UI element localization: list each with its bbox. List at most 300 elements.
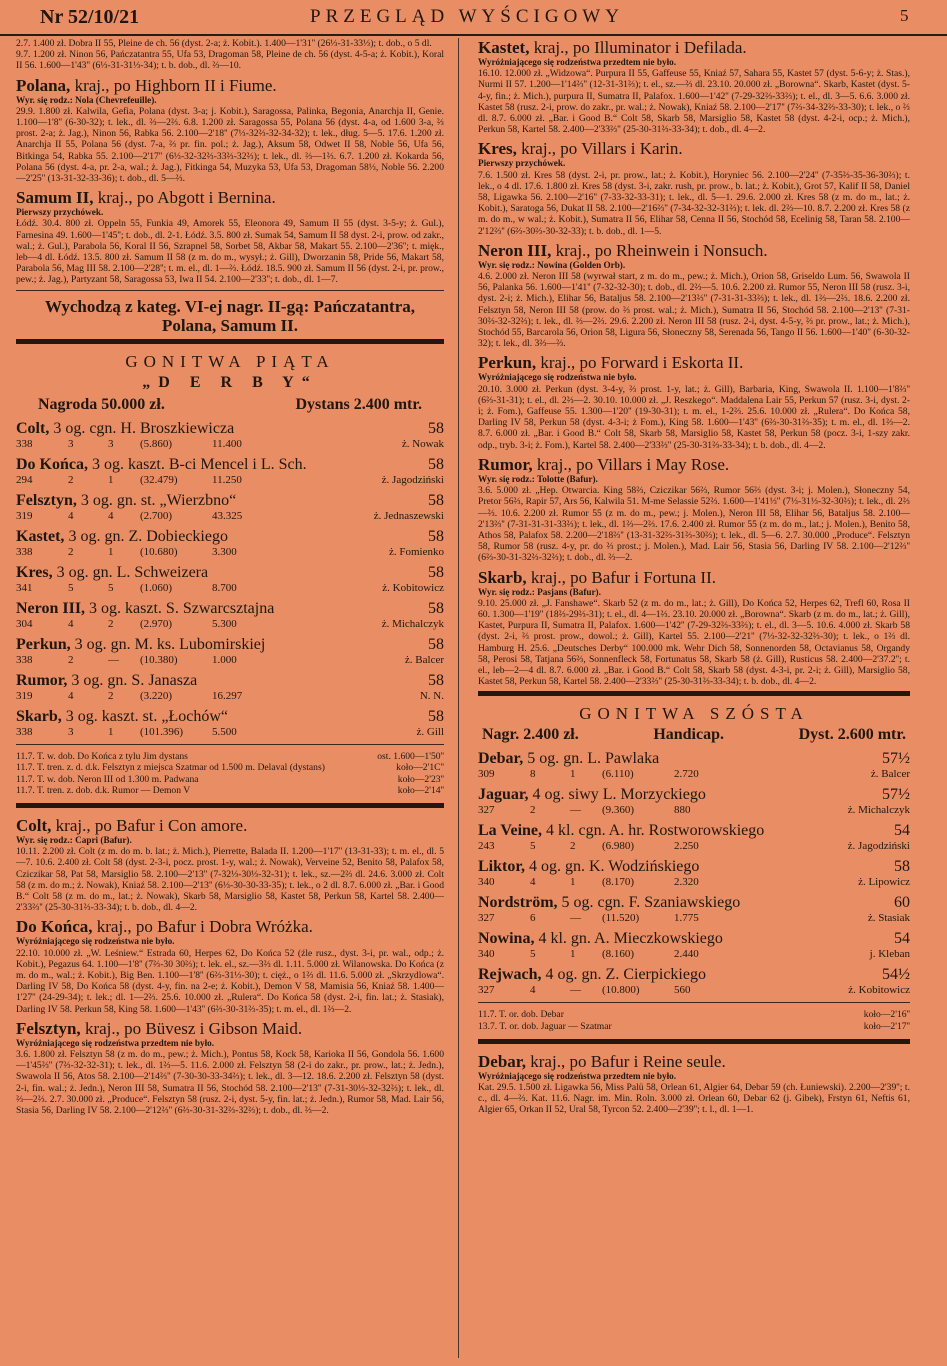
horse-title [478,455,910,474]
entry-owner: 3 og. kaszt. S. Szwarcsztajna [85,599,275,617]
horse-title [478,38,910,57]
horse-record-neron [478,241,910,350]
note-time: koło—2'23'' [397,773,444,785]
entry-prize: 2.250 [674,840,699,853]
entry-rating: 243 [478,840,495,853]
page-number: 5 [900,6,909,25]
horse-pedigree: kraj., po Villars i May Rose. [532,454,730,474]
training-note [16,785,444,797]
entry-name: Debar, [478,750,524,768]
entry-name: Rumor, [16,671,68,689]
horse-name: Polana, [16,75,71,95]
entry-stats [16,726,444,740]
training-note [478,1009,910,1021]
entry-horse [478,966,706,984]
entry-odds: (2.970) [140,617,173,630]
race-history: 3.6. 5.000 zł. „Hep. Otwarcia. King 58⅔, Cziczikar 56⅔, Rumor 56⅔ (dyst. 3-i; j. Molen.), Słoneczny 54, Pretor 56⅔, Rapir 57, Ars 56, Kalwila 51. M-me Selassie 52⅔. 1.600—1'41⅓'' (7⅓-31⅓-32-30⅔); t. lek., dl. 2⅔—⅔. 10.6. 2.200 zł. Rumor 55 (z m. do m., pew.; j. Molen.), Neron III 58, Elihar 56, Bataljus 58. 2.100—2'13⅔'' (7-31-31-31-33⅔); t. lek., dl. 1⅔—2⅔. 17.6. 2.400 zł. Rumor 55 (z m. do m., lat.; j. Molen.), Benito 58, Athos 58, Palafox 58. 2.200—2'18⅔'' (13-31-32⅔-31⅔-30⅔); t. lek., dl. 5—6. 2.7. 30.000 „Produce“. Felsztyn 58, Rumor 58 (rusz. 4-y, pr. do ⅔ prost.; j. Molen.), Mad. Lair 56, Stasia 56, Darling IV 58. 2.100—2'12⅔'' (6⅔-30-31-32⅔-32⅔); t. dob., dl. ⅔—2. [478,485,910,564]
entry-jockey: ż. Nowak [401,437,444,450]
entry-rating: 338 [16,437,33,450]
thick-divider [478,691,910,696]
entry-name: Kastet, [16,527,65,545]
entry-wins: — [570,804,581,817]
entry-name: Colt, [16,419,50,437]
entry-prize: 1.000 [212,653,237,666]
entry-rating: 341 [16,581,33,594]
entry-stats [16,546,444,560]
entry-header [478,786,910,804]
entry-odds: (3.220) [140,689,173,702]
entry-jockey: ż. Michalczyk [847,804,910,817]
entry-name: Do Końca, [16,455,88,473]
horse-title [16,1019,444,1038]
entry-wins: 2 [108,617,114,630]
entry-horse [16,492,236,510]
entry-jockey: j. Kleban [869,948,910,961]
note-text: 11.7. T. tren. z. dob. d.k. Rumor — Demon V [16,785,191,797]
race-distance: Dystans 2.400 mtr. [295,395,422,413]
entry-horse [478,858,699,876]
race-history: 20.10. 3.000 zł. Perkun (dyst. 3-4-y, ⅔ prost. 1-y, lat.; ż. Gill), Barbaria, King, Swawola II. 1.100—1'8⅔'' (6⅔-31-31); t. el., dl. 2⅔—2. 30.10. 10.000 zł. „J. Reszkego“. Maddalena Lair 55, Perkun 57 (rusz. 3-i, dyst. 2-i; ż. Fom.), Gaffeuse 55. 1.300—1'20'' (19-30-31); t. m. el., 1-2⅔. 25.6. 10.000 zł. „Rulera“. Do Końca 58, Darling IV 58, Perkun 58 (dyst. 4-3-i; ż Fom.), King 58. 1.600—1'43'' (6⅔-30-31⅔-35); t. m. el., dl. 1⅔—2. 8.7. 6.000 zł. „Bar. i Good B.“ Colt 58, Skarb 58, Marsiglio 58, Kastet 58, Perkun 58 (pocz. 3-i, 1-szy zakr. odp., tryb. 3-i; ż. Fom.), Kartel 58. 2.400—2'33⅔'' (25-30-31⅔-33-34); t. b. dob., dl. 4—2. [478,383,910,451]
horse-record-kastet [478,38,910,135]
horse-name: Skarb, [478,567,527,587]
entry-wins: 2 [570,840,576,853]
training-note [16,751,444,763]
entry-weight: 58 [428,491,444,509]
race-entry [478,750,910,782]
entry-jockey: ż. Gill [416,725,444,738]
race-entry [16,636,444,668]
entry-odds: (10.380) [140,653,178,666]
entry-jockey: N. N. [419,689,444,702]
horse-title [16,188,444,207]
entry-header [16,636,444,654]
entry-jockey: ż. Fomienko [389,545,444,558]
training-note [16,774,444,786]
sibling-note: Wyr. się rodz.: Pasjans (Bafur). [478,586,601,597]
entry-horse [16,420,234,438]
entry-wins: 4 [108,509,114,522]
entry-odds: (2.700) [140,509,173,522]
entry-header [478,822,910,840]
thick-divider [16,339,444,344]
entry-prize: 1.775 [674,912,699,925]
entry-starts: 2 [68,545,74,558]
entry-owner: 4 kl. gn. A. Mieczkowskiego [534,930,723,948]
entry-rating: 338 [16,653,33,666]
race-history: 3.6. 1.800 zł. Felsztyn 58 (z m. do m., pew.; ż. Mich.), Pontus 58, Kock 58, Karioka II 56, Gondola 56. 1.600—1'45⅔'' (7⅔-32-32-31); t. lek., dl. 1⅔—5. 11.6. 2.000 zł. Felsztyn 58 (2-i do zakr., pr. prow., lat.; ż. Jedn.), Swawola II 56, Atos 58. 2.100—2'14⅔'' (7-30-30-33-34⅔); t. lek., dl. 3—12. 18.6. 2.200 zł. Felsztyn 58 (dyst. 2-i, fin. wal.; ż. Jedn.), Neron III 58, Sumatra II 56, Stochód 58. 2.100—2'13'' (7-31-30⅓-32-32⅔); t. lek., dl. ⅔—2⅔. 2.7. 30.000 zł. „Produce“. Felsztyn 58 (rusz. 2-i, dyst. 5-y, fin. lat.; ż. Jedn.), Rumor 58, Mad. Lair 56, Stasia 56, Darling IV 58. 2.100—2'12⅔'' (6⅔-30-31-32⅔-32⅔); t. dob., dl. ⅔—2. [16,1049,444,1117]
entry-rating: 319 [16,689,33,702]
entry-prize: 880 [674,804,691,817]
divider [16,290,444,291]
entry-starts: 2 [530,804,536,817]
entry-horse [478,894,740,912]
sibling-note: Wyróżniającego się rodzeństwa przedtem nie było. [478,57,677,67]
entry-stats [16,618,444,632]
entry-owner: 3 og. gn. L. Schweizera [52,563,209,581]
note-time: koło—2'1C'' [396,762,444,774]
entry-wins: — [570,912,581,925]
entry-stats [478,876,910,890]
sibling-note: Wyróżniającego się rodzeństwa przedtem nie było. [16,1037,215,1048]
note-text: 13.7. T. or. dob. Jaguar — Szatmar [478,1020,612,1032]
race-history: 4.6. 2.000 zł. Neron III 58 (wyrwał start, z m. do m., pew.; ż. Mich.), Orion 58, Griseldo Lum. 56, Swawola II 56, Palanka 56. 1.600—1'41'' (7-32-32-30); t. dob., dl. 2⅔—5. 10.6. 2.200 zł. Rumor 55, Neron III 58 (rusz. 3-i, dyst. 2-i; ż. Mich.), Elihar 56, Bataljus 58. 2.100—2'13⅔'' (7-31-31-33⅔); t. lek., dl. 1⅔—2⅔. 18.6. 2.200 zł. Felsztyn 58, Neron III 58 (prow. do ⅔ prost. wal.; ż. Mich.), Sumatra II 56, Stochód 58. 2.100—2'13'' (7-31-30⅔-32-32⅔); t. lek., dl. ⅔—2⅔. 29.6. 2.200 zł. Neron III 58 (rusz. 2-i, dyst. 4-5-y, ⅔ pr. prow., lat.; ż. Mich.), Stochód 55, Barcarola 56, Orion 58, Ligura 56, Słoneczny 58, Serenada 56, Tango II 56. 1.600—1'40'' (6-30-32-32); t. lek., dl. 3⅔—⅔. [478,271,910,350]
sibling-note: Pierwszy przychówek. [16,207,104,218]
entry-odds: (9.360) [602,804,635,817]
entry-prize: 560 [674,984,691,997]
entry-weight: 58 [428,419,444,437]
horse-pedigree: kraj., po Illuminator i Defilada. [529,38,747,57]
entry-stats [478,804,910,818]
previous-record-snippet [16,38,444,72]
entry-jockey: ż. Michalczyk [381,617,444,630]
race-entries-list [478,750,910,998]
entry-weight: 58 [428,671,444,689]
entry-owner: 4 kl. cgn. A. hr. Rostworowskiego [542,822,765,840]
race-prize: Nagroda 50.000 zł. [38,395,165,413]
race-subtitle: „D E R B Y“ [142,373,318,391]
entry-horse [16,600,274,618]
note-text: 11.7. T. or. dob. Debar [478,1009,564,1021]
entry-horse [16,456,307,474]
entry-starts: 4 [530,876,536,889]
horse-record-polana [16,76,444,185]
entry-weight: 54 [894,822,910,840]
horse-name: Neron III, [478,240,552,260]
entry-header [16,600,444,618]
horse-pedigree: kraj., po Bafur i Dobra Wróżka. [92,917,313,937]
sibling-note: Wyr. się rodz.: Nowina (Golden Orb). [478,259,626,270]
sibling-note: Wyróżniającego się rodzeństwa przedtem nie było. [478,1070,677,1081]
race-history: Łódź. 30.4. 800 zł. Oppeln 55, Funkia 49, Amorek 55, Eleonora 49, Samum II 55 (dyst. 3-5-y; ż. Gul.), Farnesina 49. 1.600—1'45''; t. dob., dl. 2-1. Łódź. 3.5. 800 zł. Sumak 54, Samum II 58 dyst. 2-i, prow. od zakr., wal.; ż. Gul.), Parabola 56, Koral II 56, Szrapnel 58, Sorbet 58, Akbar 58, Makart 55. 2.100—2'36''; t. mięk., leb—4 dl. Łódź. 13.5. 800 zł. Samum II 58 (z m. do m., wysył.; ż. Gill), Dworzanin 58, Pride 56, Makart 58, Parabola 56, Mag III 58. 2.100—2'28''; t. m. el., dl. 1—⅔. Łódź. 18.5. 900 zł. Samum II 56 (dyst. 2-i, pr. prow., pew.; ż. Jag.), Partyzant 58, Saragossa 53, Iwa II 54. 2.100—2'33''; t. dob., dl. 1—7. [16,218,444,286]
entry-wins: — [108,653,119,666]
horse-pedigree: kraj., po Bafur i Fortuna II. [526,567,716,587]
entry-stats [478,984,910,998]
entry-name: Skarb, [16,707,62,725]
entry-name: Nordström, [478,894,558,912]
entry-odds: (32.479) [140,473,178,486]
entry-jockey: ż. Lipowicz [858,876,910,889]
entry-prize: 11.400 [212,437,242,450]
thick-divider [16,803,444,808]
entry-wins: 1 [108,545,114,558]
race-history: 22.10. 10.000 zł. „W. Leśniew.“ Estrada 60, Herpes 62, Do Końca 52 (źle rusz., dyst. 3-i, pr. wal., odp.; ż. Kobit.), Pegazus 64. 1.100—1'8'' (7⅔-30 30⅔); t. lek. el., sz.—3⅔ dl. 1.11. 5.000 zł. Wilanowska. Do Końca (z m. do m., wal.; ż. Kobit.), Big Ben. 1.100—1'8'' (6⅔-31⅓-30); t. cięż., o 1⅔ dl. 11.6. 5.000 zł. „Skrzydlowa“. Darling IV 58, Do Końca 58 (dyst. 4-y, fin. na 2-e; ż. Kobit.), Demon V 58, Mamisia 56, Kniaź 58. 1.400—1'27'' (24-29-34); t. lek.; dl. 1—2⅔. 25.6. 10.000 zł. „Rulera“. Do Końca 58 (dyst. 2-i, fin. lat.; ż. Stasiak), Darling IV 58. Perkun 58, King 58. 1.600—1'43'' (6⅔-30-31⅔-35); t. m. el., dl. 1⅔—2. [16,947,444,1015]
entry-weight: 58 [428,635,444,653]
category-notice: Wychodzą z kateg. VI-ej nagr. II-gą: Pańczatantra, Polana, Samum II. [44,296,416,335]
entry-wins: 1 [570,768,576,781]
horse-record-rumor [478,455,910,564]
entry-odds: (101.396) [140,725,184,738]
race-history: Kat. 29.5. 1.500 zł. Ligawka 56, Miss Palü 58, Orlean 61, Algier 64, Debar 59 (ch. Łuniewski). 2.200—2'39''; t. c., dl. 4—⅔. Kat. 11.6. Nagr. im. Min. Roln. 3.000 zł. Orlean 60, Debar 62 (j. Gibek), Frstyn 61, Neftis 61, Algier 65, Orkan II 52, Ural 58, Tyrcon 52. 2.400—2'39''; t. l., dl. 1—1. [478,1081,910,1116]
race-history: 9.10. 25.000 zł. „J. Fanshawe“. Skarb 52 (z m. do m., lat.; ż. Gill), Do Końca 52, Herpes 62, Trefl 60, Rosa II 60. 1.300—1'19'' (18⅔-29⅔-31); t. el., dl. 4—1⅔. 23.10. 20.000 zł. „Borowna“. Skarb (z m. do m., lat.; ż. Gill), Kastet, Purpura II, Sumatra II, Palafox. 1.600—1'42'' (7-29-32⅔-33⅔); t. el., dl. 3—5. 10.6. 4.000 zł. Skarb 58 (dyst. 2-i, ⅔ prost. prow., dowol.; ż. Gill), Kartel 55. 2.100—2'21'' (7⅓-32-32-32⅔-30); t. lek., o 1⅔ dl. Hamburg H. 25.6. „Deutsches Derby“ 100.000 mk. Wehr Dich 58, Sonnenorden 58, Octavianus 58, Organdy 58, Perosi 58, Tatjana 56⅔, Sonnenfleck 58, Fortunatus 58, Skarb 58 (ż. Gill), Rusticus 58. 2.400—2'37.2''; t. el., leb—2—4 dl. 8.7. 6.000 zł. „Bar. i Good B.“ Colt 58, Skarb 58 (dyst. 4-3-i, pr. 2-i; ż. Gill), Marsiglio 58, Kastet 58, Perkun 58, Kartel 58. 2.400—2'33⅔'' (25-30-31⅔-33-34); t. b. dob., dl. 4—2. [478,597,910,688]
entry-stats [16,690,444,704]
race-entries-list [16,420,444,740]
entry-odds: (1.060) [140,581,173,594]
horse-name: Do Końca, [16,917,93,937]
entry-starts: 5 [530,948,536,961]
race-history: 16.10. 12.000 zł. „Widzowa“. Purpura II 55, Gaffeuse 55, Kniaź 57, Sahara 55, Kastet 57 (dyst. 5-6-y; ż. Stas.), Nurmi II 57. 1.200—1'14⅔'' (12-31-31⅔); t. el., sz.—⅔ dl. 23.10. 20.000 zł. „Borowna“. Skarb, Kastet (dyst. 5-4-y, fin.; ż. Mich.), purpura II, Sumatra II, Palafox. 1.600—1'42'' (7-29-32⅔-33⅔); t. el., dl. 3—5. 6.6. 3.000 zł. Kastet 58 (rusz. 2-i, prow. do zakr., pr. wal.; ż. Nowak), Kniaź 58. 2.100—2'17'' (7⅔-34-32⅔-33-30); t. lek., o ⅔ dl. 8.7. 6.000 zł. „Bar. i Good B.“ Colt 58, Skarb 58, Marsiglio 58, Kastet 58 (dyst. 4-2-i, ocp.; ż. Mich.), Perkun 58, Kartel 58. 2.400—2'33⅔'' (25-30-31⅔-33-34); t. dob., dl. 4—2. [478,68,910,136]
entry-name: Kres, [16,563,53,581]
horse-pedigree: kraj., po Bafur i Reine seule. [526,1051,726,1071]
entry-prize: 8.700 [212,581,237,594]
entry-owner: 3 og. gn. Z. Dobieckiego [64,527,228,545]
horse-title [478,241,910,260]
entry-name: Neron III, [16,599,86,617]
entry-starts: 8 [530,768,536,781]
entry-starts: 3 [68,725,74,738]
race-conditions [16,396,444,414]
entry-owner: 3 og. cgn. H. Broszkiewicza [49,419,235,437]
entry-jockey: ż. Balcer [870,768,910,781]
entry-weight: 58 [428,599,444,617]
entry-name: Liktor, [478,858,525,876]
entry-stats [16,654,444,668]
race-entry [16,456,444,488]
entry-stats [16,474,444,488]
horse-pedigree: kraj., po Abgott i Bernina. [93,188,276,208]
entry-stats [478,768,910,782]
entry-horse [478,786,706,804]
entry-odds: (8.170) [602,876,635,889]
training-note [16,762,444,774]
entry-owner: 5 og. cgn. F. Szaniawskiego [557,894,741,912]
divider [16,744,444,745]
race-entry [478,786,910,818]
horse-title [16,816,444,835]
horse-name: Rumor, [478,454,533,474]
race-entry [478,966,910,998]
entry-header [478,930,910,948]
entry-jockey: ż. Kobitowicz [382,581,444,594]
entry-stats [16,438,444,452]
race-entry [478,858,910,890]
entry-starts: 4 [68,617,74,630]
race-kind: Handicap. [653,726,724,744]
entry-wins: 1 [108,473,114,486]
horse-record-debar [478,1052,910,1116]
race-entry [16,528,444,560]
entry-jockey: ż. Jagodziński [381,473,444,486]
note-time: ost. 1.600—1'50'' [377,750,444,762]
entry-header [16,456,444,474]
race-entry [478,930,910,962]
entry-horse [16,708,228,726]
entry-weight: 58 [428,527,444,545]
entry-name: Felsztyn, [16,491,77,509]
entry-horse [16,672,197,690]
entry-odds: (11.520) [602,912,640,925]
entry-owner: 4 og. gn. K. Wodzińskiego [524,858,700,876]
entry-weight: 57½ [882,786,910,804]
entry-starts: 5 [530,840,536,853]
race-entry [478,894,910,926]
entry-odds: (5.860) [140,437,173,450]
note-time: koło—2'17'' [863,1020,910,1032]
entry-prize: 2.720 [674,768,699,781]
entry-rating: 304 [16,617,33,630]
sibling-note: Wyróżniającego się rodzeństwa nie było. [478,372,637,383]
issue-number: Nr 52/10/21 [40,6,140,28]
entry-wins: 1 [108,725,114,738]
entry-starts: 4 [530,984,536,997]
horse-record-skarb [478,568,910,688]
training-notes [16,751,444,797]
horse-name: Perkun, [478,353,537,373]
training-notes [478,1009,910,1032]
race-entry [16,708,444,740]
entry-owner: 4 og. siwy L. Morzyckiego [528,786,706,804]
entry-weight: 58 [428,707,444,725]
entry-prize: 5.500 [212,725,237,738]
horse-name: Kastet, [478,38,530,57]
race-entry [16,564,444,596]
divider [478,1002,910,1003]
magazine-title: PRZEGLĄD WYŚCIGOWY [310,6,624,27]
entry-prize: 2.320 [674,876,699,889]
sibling-note: Wyr. się rodz.: Tolotte (Bafur). [478,473,598,484]
sibling-note: Wyr. się rodz.: Capri (Bafur). [16,835,132,846]
horse-pedigree: kraj., po Büvesz i Gibson Maid. [80,1018,303,1038]
horse-name: Felsztyn, [16,1018,81,1038]
entry-jockey: ż. Stasiak [867,912,910,925]
entry-odds: (10.800) [602,984,640,997]
entry-stats [478,948,910,962]
entry-wins: 3 [108,437,114,450]
race-entry [16,600,444,632]
entry-wins: 1 [570,876,576,889]
entry-weight: 58 [428,455,444,473]
entry-odds: (8.160) [602,948,635,961]
race-conditions [478,726,910,744]
entry-odds: (10.680) [140,545,178,558]
entry-horse [16,636,265,654]
entry-horse [16,528,228,546]
entry-horse [478,930,723,948]
horse-record-samum [16,188,444,285]
entry-wins: — [570,984,581,997]
sibling-note: Pierwszy przychówek. [478,158,566,169]
horse-title [16,917,444,936]
race-prize: Nagr. 2.400 zł. [482,726,579,744]
entry-owner: 3 og. gn. M. ks. Lubomirskiej [70,635,266,653]
note-time: koło—2'16'' [863,1009,910,1021]
entry-owner: 3 og. gn. st. „Wierzbno“ [76,491,237,509]
entry-prize: 11.250 [212,473,242,486]
entry-prize: 5.300 [212,617,237,630]
thick-divider [478,1039,910,1044]
entry-starts: 6 [530,912,536,925]
race-distance: Dyst. 2.600 mtr. [798,726,906,744]
race-history: 10.11. 2.200 zł. Colt (z m. do m. b. lat.; ż. Mich.), Pierrette, Balada II. 1.200—1'17'' (13-31-33); t. m. el., dl. 5—7. 10.6. 2.400 zł. Colt 58 (dyst. 2-3-i, pocz. prost. 1-y, wal.; ż. Nowak), Verveine 52, Benito 58, Palafox 58, Cziczikar 58, Pat 58, Marsiglio 58. 2.100—2'13'' (7-32⅓-30⅓-32-31); t. lek., sz.—2⅔ dl. 24.6. 3.000 zł. Colt 58 (z m. do m.; ż. Nowak), Kniaź 58. 2.100—2'13'' (6⅓-30-30-33-35); t. lek., o 2 dl. 8.7. 6.000 zł. „Bar. i Good B.“ Colt 58 (z m. do m., lat.; ż. Nowak), Skarb 58, Marsiglio 58, Kastet 58, Perkun 58, Kartel 58. 2.400—2'33⅔'' (25-30-31⅔-33-34); t. b. dob., dl. 4—2. [16,846,444,914]
record-line: 2.7. 1.400 zł. Dobra II 55, Pleine de ch. 56 (dyst. 2-a; ż. Kobit.). 1.400—1'31'' (26⅓-31-33⅓); t. dob., o 5 dl. [16,38,432,49]
entry-weight: 57½ [882,750,910,768]
race-entry [16,672,444,704]
entry-wins: 5 [108,581,114,594]
horse-title [478,568,910,587]
horse-name: Kres, [478,139,517,159]
horse-pedigree: kraj., po Rheinwein i Nonsuch. [551,240,768,260]
horse-record-do-konca [16,917,444,1014]
column-divider [458,38,459,1358]
race-history: 29.9. 1.800 zł. Kalwila, Gefia, Polana (dyst. 3-a; j. Kobit.), Saragossa, Palinka, Begonia, Anarchja II, Genie. 1.100—1'8'' (6-30-32); t. lek., dl. ⅔—2⅔. 6.8. 1.200 zł. Saragossa 55, Polana 56 (dyst. 4-a, od 1.600 3-a, ⅔ prost. 2-a; ż. Jag.), Ninon 56, Rabka 56. 2.100—2'18'' (7⅓-32⅔-32-34-32); t. lek., dług. 5—5. 17.6. 1.200 zł. Anarchja II 55, Polana 56 (dyst. 7-a, ⅔ pr. fin. pol.; ż. Jag.), Aksum 58, Odwet II 58, Noble 56, Ufa 56, Bitkinga 54, Rabka 55. 2.100—2'17'' (6⅓-32-32⅔-33⅔-32⅔); t. lek., dl. ⅔—1⅔. 6.7. 1.200 zł. Kokarda 56, Polana 56 (dyst. 4-a, pr. 2-a, wal.; ż. Jag.), Fitkinga 54, Muzyka 53, Ufa 53, Dragoman 58⅓, Noble 56. 2.200—2'25'' (13-31-32-33-36); t. dob., dl. 5—⅔. [16,105,444,185]
entry-weight: 54 [894,930,910,948]
entry-weight: 58 [428,563,444,581]
entry-header [16,528,444,546]
entry-weight: 58 [894,858,910,876]
note-text: 11.7. T. w. dob. Do Końca z tylu Jim dystans [16,750,188,762]
entry-starts: 3 [68,437,74,450]
horse-pedigree: kraj., po Highborn II i Fiume. [70,75,277,95]
horse-name: Debar, [478,1051,527,1071]
entry-owner: 3 og. kaszt. B-ci Mencel i L. Sch. [88,455,307,473]
entry-rating: 340 [478,948,495,961]
entry-horse [478,750,659,768]
entry-owner: 3 og. kaszt. st. „Łochów“ [61,707,228,725]
entry-header [16,708,444,726]
entry-header [16,672,444,690]
entry-starts: 5 [68,581,74,594]
race-entry [16,420,444,452]
entry-jockey: ż. Kobitowicz [848,984,910,997]
entry-header [16,420,444,438]
horse-pedigree: kraj., po Forward i Eskorta II. [536,353,744,373]
race-entry [478,822,910,854]
race-title: GONITWA SZÓSTA [579,704,809,724]
note-text: 11.7. T. tren. z. d. d.k. Felsztyn z miejsca Szatmar od 1.500 m. Delaval (dystans) [16,762,325,774]
entry-rating: 327 [478,804,495,817]
horse-pedigree: kraj., po Bafur i Con amore. [51,816,248,836]
entry-rating: 319 [16,509,33,522]
horse-record-kres [478,139,910,236]
note-text: 11.7. T. w. dob. Neron III od 1.300 m. Padwana [16,773,199,785]
entry-owner: 5 og. gn. L. Pawlaka [523,750,660,768]
horse-title [478,353,910,372]
horse-record-felsztyn [16,1019,444,1116]
entry-rating: 327 [478,912,495,925]
entry-rating: 294 [16,473,33,486]
entry-prize: 2.440 [674,948,699,961]
entry-header [16,492,444,510]
entry-name: Perkun, [16,635,71,653]
entry-rating: 338 [16,545,33,558]
entry-owner: 4 og. gn. Z. Cierpickiego [541,966,706,984]
entry-starts: 2 [68,473,74,486]
horse-name: Colt, [16,816,52,836]
entry-rating: 340 [478,876,495,889]
horse-title [478,1052,910,1071]
entry-horse [478,822,764,840]
sibling-note: Wyróżniającego się rodzeństwa nie było. [16,936,175,947]
horse-title [16,76,444,95]
entry-odds: (6.110) [602,768,634,781]
entry-prize: 43.325 [212,509,243,522]
note-time: koło—2'14'' [397,785,444,797]
entry-wins: 2 [108,689,114,702]
entry-jockey: ż. Balcer [404,653,444,666]
entry-weight: 60 [894,894,910,912]
entry-stats [478,912,910,926]
entry-starts: 2 [68,653,74,666]
race-history: 7.6. 1.500 zł. Kres 58 (dyst. 2-i, pr. prow., lat.; ż. Kobit.), Horyniec 56. 2.100—2'24'' (7-35⅔-35-36-30⅔); t. lek., o 4 dl. 17.6. 1.800 zł. Kres 58 (dyst. 3-i, zakr. rush, pr. prow., b. lat.; ż. Kobit.), Grot 57, Kalif II 58, Daniel 58, Ligawka 56. 2.100—2'16'' (7-33-32-33-31); t. lek., dl. 5—1. 29.6. 2.000 zł. Kres 58 (z m. do m., lat.; ż. Kobit.), Saratoga 56, Dukat II 58. 2.100—2'16⅔'' (7-34-32-32-31⅔); t. lek. dl. 2⅔—10. 8.7. 2.200 zł. Kres 58 (z m. do m., w wal.; ż. Kobit.), Sumatra II 56, Elihar 58, Cenna II 56, Stochód 58, Ecelinig 58, Taran 58. 2.100—2'12⅔'' (6⅔-30⅔-30-32-33); t. b. dob., dl. 1—5. [478,169,910,237]
entry-header [478,966,910,984]
entry-wins: 1 [570,948,576,961]
sibling-note: Wyr. się rodz.: Nola (Chevrefeuille). [16,94,157,105]
entry-rating: 327 [478,984,495,997]
race-entry [16,492,444,524]
entry-header [478,894,910,912]
entry-header [16,564,444,582]
right-column [478,38,910,1358]
entry-stats [478,840,910,854]
